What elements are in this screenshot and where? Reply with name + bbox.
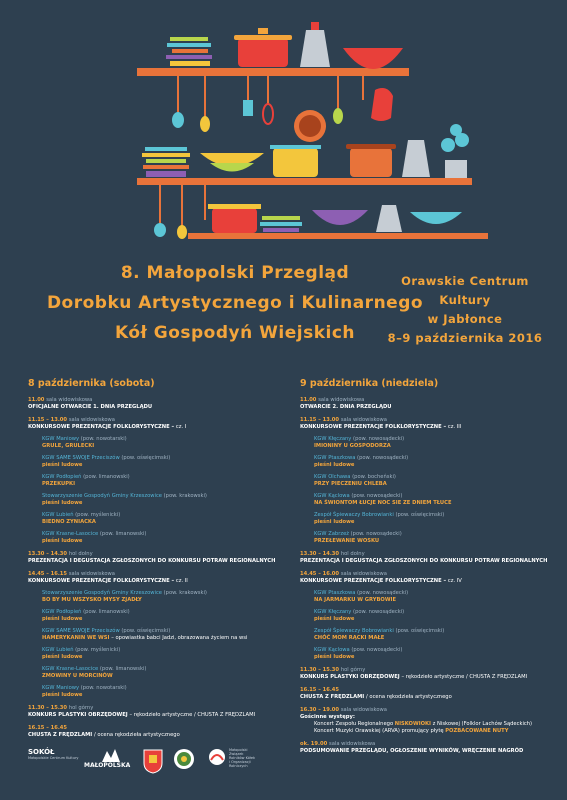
group-district: (pow. myślenicki) — [75, 512, 121, 518]
guest-line-highlight: NISKOWIOKI — [394, 721, 431, 727]
event-subtitle: / ocena rękodzieła artystycznego — [94, 732, 180, 738]
plates-icon-3 — [260, 216, 302, 232]
event-title-row — [300, 694, 550, 701]
performance-title: NA JARMARKU W GRYBOWIE — [314, 597, 397, 603]
event-time: 13.30 – 14.30 — [28, 551, 68, 557]
group-name: KGW Podłopień — [42, 609, 82, 615]
performer-item — [42, 512, 278, 526]
performance-title: PRZY PIECZENIU CHLEBA — [314, 481, 387, 487]
performer-item — [42, 493, 278, 507]
event-title-row — [28, 404, 278, 411]
event-title-row — [28, 732, 278, 739]
group-name-row — [42, 512, 278, 519]
venue-line-2: w Jabłonce — [427, 312, 503, 326]
group-district: (pow. nowotarski) — [80, 436, 127, 442]
performer-item — [42, 455, 278, 469]
event-time: 16.15 – 16.45 — [300, 687, 340, 693]
performance-title: CHÓĆ MOM RĄCKI MAŁE — [314, 635, 385, 641]
event-time: 11.30 – 15.30 — [28, 705, 68, 711]
program-day-1 — [28, 378, 278, 745]
performer-item — [314, 628, 550, 642]
event-time-row — [300, 417, 550, 424]
group-name: KGW Lubień — [42, 647, 74, 653]
performer-item — [42, 531, 278, 545]
event-place: sala widowiskowa — [340, 417, 387, 423]
spatula-icon — [243, 100, 253, 116]
performance-row — [42, 692, 278, 699]
event-title: KONKURSOWE PREZENTACJE FOLKLORYSTYCZNE – — [28, 578, 175, 584]
group-district: (pow. nowosądecki) — [353, 609, 405, 615]
group-name-row — [42, 609, 278, 616]
colander-icon — [343, 48, 403, 69]
group-name-row — [42, 493, 278, 500]
flower-vase-icon — [441, 124, 469, 178]
oven-mitt-icon — [371, 88, 393, 121]
group-district: (pow. nowosądecki) — [353, 436, 405, 442]
group-name-row — [314, 609, 550, 616]
group-name-row — [314, 590, 550, 597]
group-name: KGW Kłęczany — [314, 436, 352, 442]
event-time-row — [300, 741, 550, 748]
event-time-row — [300, 667, 550, 674]
guest-line — [314, 721, 550, 728]
performance-row — [314, 443, 550, 450]
performance-row — [42, 673, 278, 680]
performance-title: pieśni ludowe — [42, 538, 83, 544]
event-place: sala widowiskowa — [340, 707, 387, 713]
performer-item — [314, 474, 550, 488]
event-title: KONKURSOWE PREZENTACJE FOLKLORYSTYCZNE – — [300, 424, 447, 430]
performance-title: pieśni ludowe — [42, 692, 83, 698]
event-subtitle: cz. II — [175, 578, 188, 584]
venue-line-1: Orawskie Centrum Kultury — [401, 274, 529, 307]
group-district: (pow. krakowski) — [163, 590, 207, 596]
title-line-3: Kół Gospodyń Wiejskich — [114, 323, 356, 343]
performer-item — [42, 609, 278, 623]
group-district: (pow. limanowski) — [99, 666, 147, 672]
group-district: (pow. nowosądecki) — [351, 493, 403, 499]
performance-title: pieśni ludowe — [314, 519, 355, 525]
guest-line-highlight: POZBACOWANE NUTY — [445, 728, 509, 734]
group-district: (pow. krakowski) — [163, 493, 207, 499]
kitchen-illustration — [0, 0, 567, 250]
performance-row — [314, 654, 550, 661]
performance-row — [314, 481, 550, 488]
event-place: hol górny — [68, 705, 94, 711]
performer-item — [314, 590, 550, 604]
bowls-icon — [200, 153, 264, 172]
event-time-row — [300, 687, 550, 694]
performance-title: pieśni ludowe — [314, 462, 355, 468]
malopolska-logo: MAŁOPOLSKA — [84, 748, 130, 769]
performance-title: NA ŚWIONTOM ŁUCJE NOC SIE ZE DNIEM TŁUCE — [314, 500, 452, 506]
performer-item — [42, 590, 278, 604]
event-title-row — [300, 748, 550, 755]
performance-row — [42, 616, 278, 623]
event-time: 11.00 — [28, 397, 45, 403]
program-event — [300, 667, 550, 681]
day-title: 9 października (niedziela) — [300, 378, 439, 389]
group-name-row — [42, 647, 278, 654]
venue-line-3: 8–9 października 2016 — [387, 331, 543, 345]
group-district: (pow. nowotarski) — [80, 685, 127, 691]
performance-title: PRZEKUPKI — [42, 481, 75, 487]
group-district: (pow. nowosądecki) — [350, 531, 402, 537]
event-title: CHUSTA Z FRĘDZLAMI — [300, 694, 365, 700]
event-time: 14.45 – 16.15 — [28, 571, 68, 577]
group-name: KGW Podłopień — [42, 474, 82, 480]
event-title-row — [300, 674, 550, 681]
event-time: 11.15 – 13.00 — [28, 417, 68, 423]
performance-row — [42, 635, 278, 642]
group-district: (pow. nowosądecki) — [357, 455, 409, 461]
title-line-2: Dorobku Artystycznego i Kulinarnego — [46, 293, 424, 313]
performance-title: GRULE, GRULECKI — [42, 443, 95, 449]
program-day-2 — [300, 378, 550, 761]
group-name-row — [42, 666, 278, 673]
performance-row — [314, 597, 550, 604]
event-time-row — [28, 725, 278, 732]
group-name: KGW SAME SWOJE Przeciszów — [42, 628, 120, 634]
pot-icon-4 — [208, 204, 261, 233]
performer-item — [42, 436, 278, 450]
event-time: 11.00 — [300, 397, 317, 403]
event-title: PODSUMOWANIE PRZEGLĄDU, OGŁOSZENIE WYNIKÓW, WRĘCZENIE NAGRÓD — [300, 748, 524, 754]
program-event — [28, 705, 278, 719]
group-name: KGW Ptaszkowa — [314, 455, 356, 461]
group-name: KGW SAME SWOJE Przeciszów — [42, 455, 120, 461]
event-place: sala widowiskowa — [68, 417, 115, 423]
group-name-row — [42, 628, 278, 635]
event-subtitle: – rękodzieło artystyczne / CHUSTA Z FRĘDZLAMI — [401, 674, 528, 680]
event-title: Gościnne występy: — [300, 714, 355, 720]
performance-title: HAMERYKANIN WE WSI — [42, 635, 110, 641]
event-time-row — [300, 707, 550, 714]
performance-row — [42, 519, 278, 526]
spoon-icon-3 — [177, 225, 187, 239]
group-district: (pow. nowosądecki) — [357, 590, 409, 596]
group-name-row — [314, 455, 550, 462]
group-name-row — [42, 436, 278, 443]
bowl-icon — [312, 210, 368, 225]
group-name-row — [42, 455, 278, 462]
group-name: KGW Ptaszkowa — [314, 590, 356, 596]
spoon-icon-2 — [333, 108, 343, 124]
round-emblem-icon — [173, 748, 195, 770]
plates-icon — [166, 37, 212, 66]
event-title: PREZENTACJA I DEGUSTACJA ZGŁOSZONYCH DO KONKURSU POTRAW REGIONALNYCH — [300, 558, 548, 564]
event-place: sala widowiskowa — [329, 741, 376, 747]
performance-title: BO BY MU WSZYSKO MYSY ZJADŁY — [42, 597, 142, 603]
venue-info — [380, 272, 550, 348]
group-name-row — [314, 531, 550, 538]
performance-title: pieśni ludowe — [42, 500, 83, 506]
program-event — [28, 417, 278, 545]
group-name: KGW Kąclowa — [314, 493, 350, 499]
group-name: KGW Zabrzeż — [314, 531, 349, 537]
event-title: KONKURS PLASTYKI OBRZĘDOWEJ — [300, 674, 400, 680]
performance-row — [42, 443, 278, 450]
performer-item — [314, 455, 550, 469]
group-name: KGW Lubień — [42, 512, 74, 518]
event-title-row — [28, 424, 278, 431]
guest-line-post: z Niskowej (Folklor Lachów Sądeckich) — [430, 721, 533, 727]
group-name: Stowarzyszenie Gospodyń Gminy Krzeszowice — [42, 493, 162, 499]
event-title: OTWARCIE 2. DNIA PRZEGLĄDU — [300, 404, 392, 410]
guest-line-pre: Koncert Muzyki Orawskiej (ARVA) promujący płytę — [314, 728, 446, 734]
event-time: 16.15 – 16.45 — [28, 725, 68, 731]
performance-row — [314, 519, 550, 526]
performance-title: pieśni ludowe — [42, 462, 83, 468]
program-event — [28, 397, 278, 411]
plates-icon-2 — [142, 147, 190, 177]
group-district: (pow. bocheński) — [352, 474, 396, 480]
event-time: 11.15 – 13.00 — [300, 417, 340, 423]
group-district: (pow. limanowski) — [83, 609, 130, 615]
event-title: KONKURSOWE PREZENTACJE FOLKLORYSTYCZNE – — [300, 578, 447, 584]
group-name-row — [314, 628, 550, 635]
performer-item — [42, 474, 278, 488]
group-name: KGW Maniowy — [42, 685, 80, 691]
crest-icon — [143, 748, 163, 774]
group-name-row — [42, 474, 278, 481]
performance-title: pieśni ludowe — [42, 654, 83, 660]
event-time-row — [28, 705, 278, 712]
event-title-row — [300, 578, 550, 585]
program-event — [300, 551, 550, 565]
event-time-row — [28, 417, 278, 424]
event-place: sala widowiskowa — [46, 397, 93, 403]
performance-title: pieśni ludowe — [314, 616, 355, 622]
group-district: (pow. oświęcimski) — [395, 628, 445, 634]
event-title: CHUSTA Z FRĘDZLAMI — [28, 732, 93, 738]
performer-item — [314, 609, 550, 623]
program-event — [300, 417, 550, 545]
group-name: Zespół Śpiewaczy Bobrowianki — [314, 628, 394, 634]
event-place: hol dolny — [68, 551, 93, 557]
event-time: ok. 19.00 — [300, 741, 328, 747]
event-time-row — [28, 397, 278, 404]
event-place: hol górny — [340, 667, 366, 673]
performer-item — [42, 666, 278, 680]
whisk-icon — [263, 104, 273, 124]
pot-icon — [234, 28, 292, 67]
group-name: KGW Krasne-Lasocice — [42, 531, 99, 537]
performer-item — [42, 628, 278, 642]
group-name-row — [42, 685, 278, 692]
performance-row — [42, 597, 278, 604]
event-time-row — [300, 551, 550, 558]
event-time: 13.30 – 14.30 — [300, 551, 340, 557]
malopolska-mark-icon — [102, 748, 120, 762]
performer-item — [314, 436, 550, 450]
title-line-1: 8. Małopolski Przegląd — [120, 263, 350, 283]
performance-row — [42, 538, 278, 545]
event-title-row — [300, 558, 550, 565]
group-name-row — [314, 436, 550, 443]
event-title: OFICJALNE OTWARCIE 1. DNIA PRZEGLĄDU — [28, 404, 153, 410]
crest-logo — [143, 748, 163, 778]
guest-line-pre: Koncert Zespołu Regionalnego — [314, 721, 395, 727]
ladle-icon — [172, 112, 184, 128]
event-place: sala widowiskowa — [318, 397, 365, 403]
event-time: 16.30 – 19.00 — [300, 707, 340, 713]
group-district: (pow. myślenicki) — [75, 647, 121, 653]
program-event — [28, 571, 278, 699]
group-district: (pow. limanowski) — [83, 474, 130, 480]
group-district: (pow. oświęcimski) — [395, 512, 445, 518]
group-name: KGW Kłęczany — [314, 609, 352, 615]
performance-row — [314, 500, 550, 507]
day-title: 8 października (sobota) — [28, 378, 155, 389]
spoon-icon — [200, 116, 210, 132]
performance-title: IMIONINY U GOSPODORZA — [314, 443, 391, 449]
performer-item — [314, 493, 550, 507]
event-time-row — [300, 571, 550, 578]
performance-title: pieśni ludowe — [42, 616, 83, 622]
program-event — [300, 397, 550, 411]
group-district: (pow. oświęcimski) — [121, 628, 171, 634]
grater-icon — [300, 22, 330, 67]
guest-line — [314, 728, 550, 735]
ladle-icon-2 — [154, 223, 166, 237]
event-title: PREZENTACJA I DEGUSTACJA ZGŁOSZONYCH DO KONKURSU POTRAW REGIONALNYCH — [28, 558, 276, 564]
performance-row — [42, 500, 278, 507]
event-place: sala widowiskowa — [68, 571, 115, 577]
event-time-row — [28, 571, 278, 578]
performance-title: pieśni ludowe — [314, 654, 355, 660]
program-event — [300, 707, 550, 735]
group-name-row — [314, 647, 550, 654]
performance-title: ZMOWINY U MORCINÓW — [42, 673, 113, 679]
sponsor-logos — [28, 748, 278, 788]
performance-title: BIEDNO ZYNIACKA — [42, 519, 96, 525]
event-subtitle: / ocena rękodzieła artystycznego — [366, 694, 452, 700]
event-title-row — [28, 578, 278, 585]
performance-row — [314, 538, 550, 545]
performer-item — [314, 512, 550, 526]
event-time: 14.45 – 16.00 — [300, 571, 340, 577]
program-event — [28, 551, 278, 565]
event-place: sala widowiskowa — [340, 571, 387, 577]
performer-item — [314, 647, 550, 661]
group-name: Zespół Śpiewaczy Bobrowianki — [314, 512, 394, 518]
sokol-logo: SOKÓŁ Małopolskie Centrum Kultury — [28, 748, 79, 760]
performer-item — [314, 531, 550, 545]
group-name: KGW Olchawa — [314, 474, 351, 480]
event-place: hol dolny — [340, 551, 365, 557]
event-time: 11.30 – 15.30 — [300, 667, 340, 673]
mzkr-logo: Małopolski Związek Rolników Kółek i Organizacji Rolniczych — [208, 748, 256, 768]
group-name: KGW Maniowy — [42, 436, 80, 442]
event-time-row — [28, 551, 278, 558]
group-name-row — [314, 493, 550, 500]
event-subtitle: – rękodzieło artystyczne / CHUSTA Z FRĘDZLAMI — [129, 712, 256, 718]
pot-icon-2 — [270, 145, 321, 177]
bowl-icon-2 — [410, 212, 462, 224]
event-title: KONKURSOWE PREZENTACJE FOLKLORYSTYCZNE – — [28, 424, 175, 430]
performance-title: PRZEŁEWANIE WOSKU — [314, 538, 380, 544]
performance-note: – opowiastka babci Jadzi, obrazowana życiem na wsi — [111, 635, 248, 641]
group-district: (pow. oświęcimski) — [121, 455, 171, 461]
event-subtitle: cz. I — [175, 424, 187, 430]
program-event — [300, 571, 550, 661]
group-district: (pow. limanowski) — [99, 531, 147, 537]
event-title-row — [28, 712, 278, 719]
event-title: KONKURS PLASTYKI OBRZĘDOWEJ — [28, 712, 128, 718]
group-name-row — [314, 512, 550, 519]
performance-row — [314, 635, 550, 642]
group-name: Stowarzyszenie Gospodyń Gminy Krzeszowice — [42, 590, 162, 596]
round-logo — [173, 748, 195, 774]
performer-item — [42, 685, 278, 699]
program-event — [300, 741, 550, 755]
event-title-row — [300, 424, 550, 431]
performance-row — [42, 462, 278, 469]
performance-row — [314, 462, 550, 469]
pot-icon-3 — [346, 144, 396, 177]
group-name-row — [42, 590, 278, 597]
event-subtitle: cz. IV — [447, 578, 462, 584]
program-event — [28, 725, 278, 739]
event-title-row — [28, 558, 278, 565]
event-title-row — [300, 404, 550, 411]
event-subtitle: cz. III — [447, 424, 462, 430]
mzkr-emblem-icon — [208, 748, 226, 766]
grater-icon-3 — [376, 205, 402, 232]
performer-item — [42, 647, 278, 661]
event-title-row — [300, 714, 550, 721]
grater-icon-2 — [402, 140, 430, 177]
group-name: KGW Kąclowa — [314, 647, 350, 653]
group-name-row — [314, 474, 550, 481]
performance-row — [42, 481, 278, 488]
performance-row — [314, 616, 550, 623]
group-district: (pow. nowosądecki) — [351, 647, 403, 653]
group-name: KGW Krasne-Lasocice — [42, 666, 99, 672]
program-event — [300, 687, 550, 701]
performance-row — [42, 654, 278, 661]
group-name-row — [42, 531, 278, 538]
event-time-row — [300, 397, 550, 404]
